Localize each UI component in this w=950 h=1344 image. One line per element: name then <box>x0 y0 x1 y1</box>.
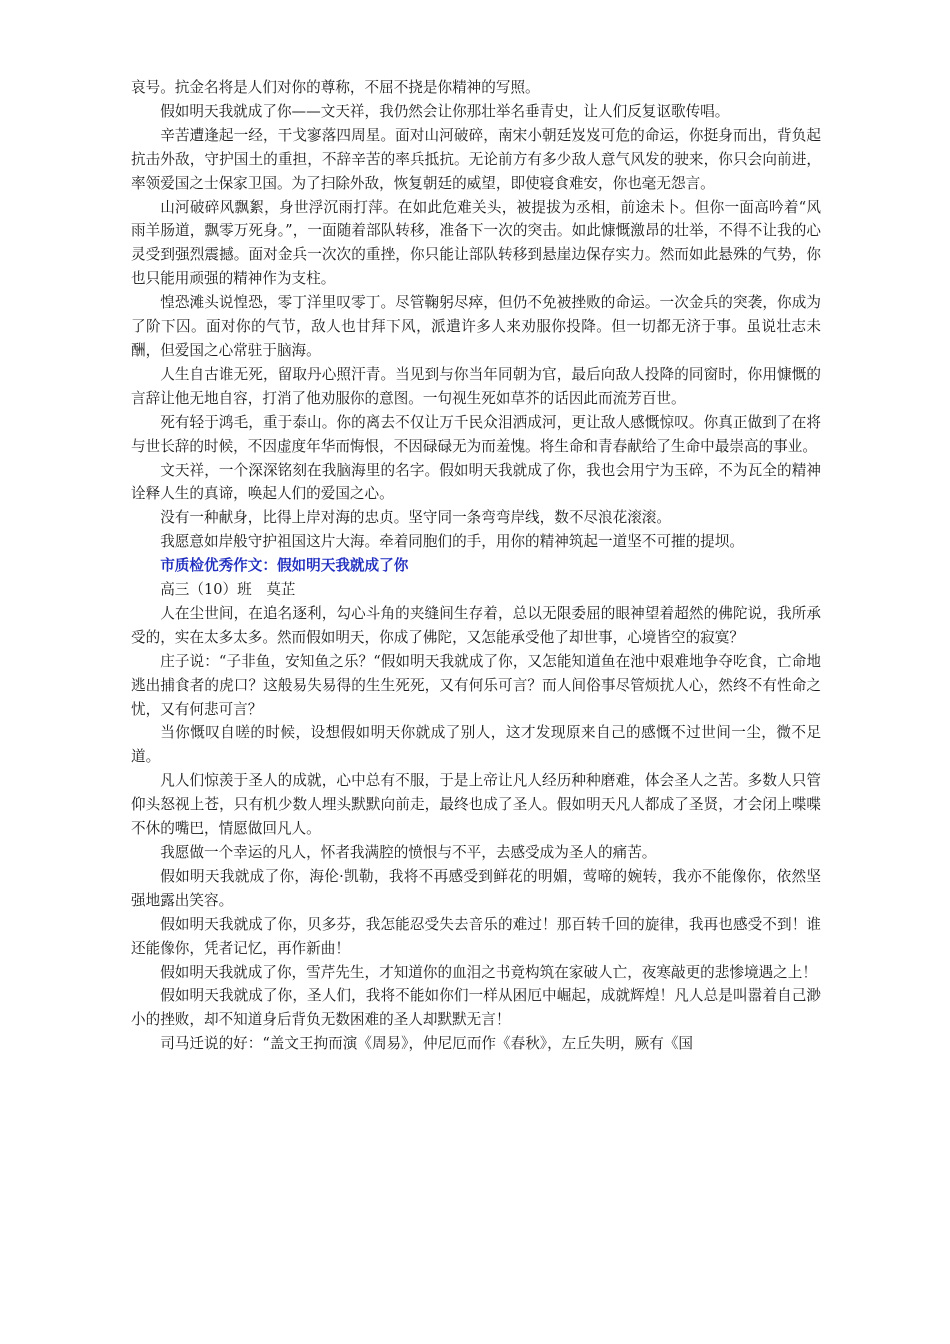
document-body <box>131 76 821 1056</box>
paragraph: 人生自古谁无死，留取丹心照汗青。当见到与你当年同朝为官，最后向敌人投降的同窗时，你用慷慨的言辞让他无地自容，打消了他劝服你的意图。一句视生死如草芥的话因此而流芳百世。 <box>131 365 821 407</box>
paragraph: 司马迁说的好：“盖文王拘而演《周易》，仲尼厄而作《春秋》，左丘失明，厥有《国 <box>160 1035 694 1053</box>
essay-title: 市质检优秀作文：假如明天我就成了你 <box>160 557 409 575</box>
paragraph: 假如明天我就成了你——文天祥，我仍然会让你那壮举名垂青史，让人们反复讴歌传唱。 <box>160 102 730 120</box>
paragraph: 哀号。抗金名将是人们对你的尊称，不屈不挠是你精神的写照。 <box>131 79 540 96</box>
paragraph: 高三（10）班 莫芷 <box>160 581 296 599</box>
paragraph: 凡人们惊羡于圣人的成就，心中总有不服，于是上帝让凡人经历种种磨难，体会圣人之苦。多数人只管仰头怒视上苍，只有机少数人埋头默默向前走，最终也成了圣人。假如明天凡人都成了圣贤，才会闭上喋喋不休的嘴巴，情愿做回凡人。 <box>131 772 821 838</box>
paragraph: 假如明天我就成了你，贝多芬，我怎能忍受失去音乐的难过！那百转千回的旋律，我再也感受不到！谁还能像你，凭者记忆，再作新曲！ <box>131 915 821 957</box>
paragraph: 惶恐滩头说惶恐，零丁洋里叹零丁。尽管鞠躬尽瘁，但仍不免被挫败的命运。一次金兵的突袭，你成为了阶下囚。面对你的气节，敌人也甘拜下风，派遣许多人来劝服你投降。但一切都无济于事。虽说壮志未酬，但爱国之心常驻于脑海。 <box>131 294 821 359</box>
paragraph: 辛苦遭逢起一经，干戈寥落四周星。面对山河破碎，南宋小朝廷岌岌可危的命运，你挺身而出，背负起抗击外敌，守护国土的重担，不辞辛苦的率兵抵抗。无论前方有多少敌人意气风发的驶来，你只会向前进，率领爱国之士保家卫国。为了扫除外敌，恢复朝廷的威望，即使寝食难安，你也毫无怨言。 <box>131 126 821 192</box>
paragraph: 山河破碎风飘絮，身世浮沉雨打萍。在如此危难关头，被提拔为丞相，前途未卜。但你一面高吟着“风雨羊肠道，飘零万死身。”，一面随着部队转移，准备下一次的突击。如此慷慨激昂的壮举，不得不让我的心灵受到强烈震撼。面对金兵一次次的重挫，你只能让部队转移到悬崖边保存实力。然而如此悬殊的气势，你也只能用顽强的精神作为支柱。 <box>131 198 821 288</box>
paragraph: 我愿做一个幸运的凡人，怀者我满腔的愤恨与不平，去感受成为圣人的痛苦。 <box>160 844 657 861</box>
paragraph: 人在尘世间，在追名逐利，勾心斗角的夹缝间生存着，总以无限委屈的眼神望着超然的佛陀说，我所承受的，实在太多太多。然而假如明天，你成了佛陀，又怎能承受他了却世事，心境皆空的寂寞？ <box>131 604 821 646</box>
paragraph: 没有一种献身，比得上岸对海的忠贞。坚守同一条弯弯岸线，数不尽浪花滚滚。 <box>160 509 671 527</box>
paragraph: 假如明天我就成了你，雪芹先生，才知道你的血泪之书竟构筑在家破人亡，夜寒敲更的悲惨境遇之上！ <box>160 963 817 981</box>
paragraph: 文天祥，一个深深铭刻在我脑海里的名字。假如明天我就成了你，我也会用宁为玉碎，不为瓦全的精神诠释人生的真谛，唤起人们的爱国之心。 <box>131 461 821 503</box>
paragraph: 我愿意如岸般守护祖国这片大海。牵着同胞们的手，用你的精神筑起一道坚不可摧的提坝。 <box>160 533 744 551</box>
paragraph: 假如明天我就成了你，海伦·凯勒，我将不再感受到鲜花的明媚，莺啼的婉转，我亦不能像你，依然坚强地露出笑容。 <box>131 867 821 909</box>
paragraph: 死有轻于鸿毛，重于泰山。你的离去不仅让万千民众泪洒成河，更让敌人感慨惊叹。你真正做到了在将与世长辞的时候，不因虚度年华而悔恨，不因碌碌无为而羞愧。将生命和青春献给了生命中最崇高的事业。 <box>131 413 821 455</box>
paragraph: 当你慨叹自嗟的时候，设想假如明天你就成了别人，这才发现原来自己的感慨不过世间一尘，微不足道。 <box>131 724 821 766</box>
paragraph: 假如明天我就成了你，圣人们，我将不能如你们一样从困厄中崛起，成就辉煌！凡人总是叫嚣着自己渺小的挫败，却不知道身后背负无数困难的圣人却默默无言！ <box>131 987 821 1029</box>
paragraph: 庄子说：“子非鱼，安知鱼之乐？“假如明天我就成了你，又怎能知道鱼在池中艰难地争夺吃食，亡命地逃出捕食者的虎口？这般易失易得的生生死死，又有何乐可言？而人间俗事尽管烦扰人心，然终不有性命之忧，又有何悲可言？ <box>131 652 821 718</box>
